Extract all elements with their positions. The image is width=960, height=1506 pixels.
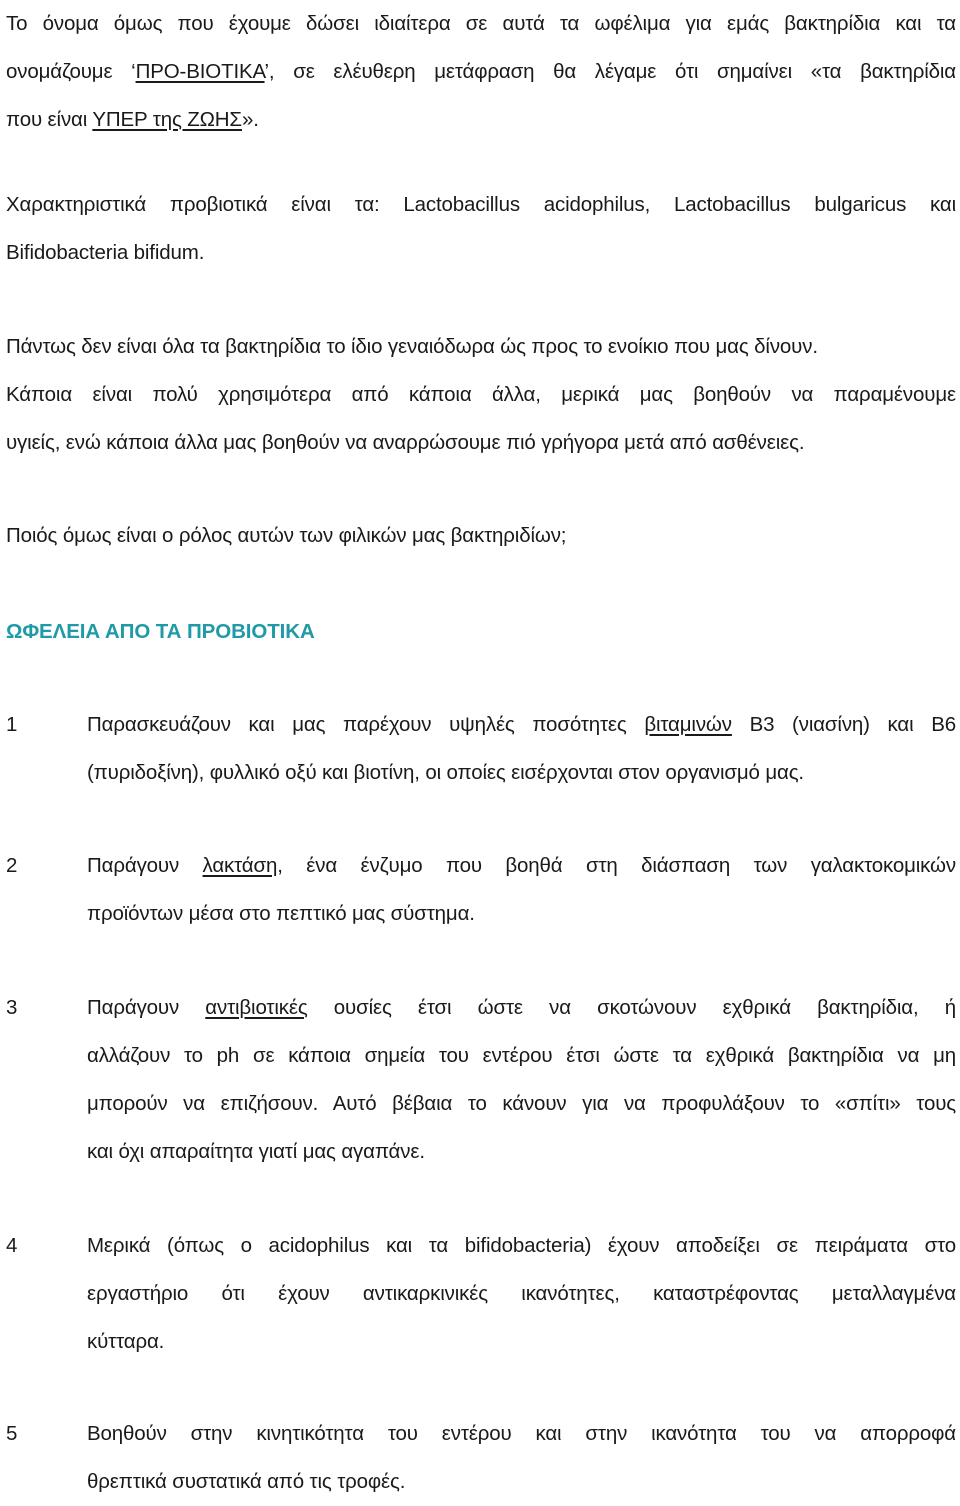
- link-vitamins[interactable]: βιταμινών: [644, 713, 732, 736]
- text-line: (πυριδοξίνη), φυλλικό οξύ και βιοτίνη, οι οποίες εισέρχονται στον οργανισμό μας.: [87, 761, 804, 784]
- list-item-text: [87, 1222, 956, 1366]
- text-line: και όχι απαραίτητα γιατί μας αγαπάνε.: [87, 1140, 425, 1163]
- text-segment: ονομάζουμε ‘: [6, 60, 136, 83]
- text-line: υγιείς, ενώ κάποια άλλα μας βοηθούν να αναρρώσουμε πιό γρήγορα μετά από ασθένειες.: [6, 431, 805, 454]
- link-pro-biotika[interactable]: ΠΡΟ-ΒΙΟΤΙΚΑ: [135, 60, 265, 83]
- list-item-number: 1: [6, 713, 18, 736]
- list-item-number: 5: [6, 1422, 18, 1445]
- text-line: Μερικά (όπως ο acidophilus και τα bifidobacteria) έχουν αποδείξει σε πειράματα στο: [87, 1234, 956, 1257]
- link-yper-tis-zois[interactable]: ΥΠΕΡ της ΖΩΗΣ: [92, 108, 242, 131]
- text-line: Χαρακτηριστικά προβιοτικά είναι τα: Lactobacillus acidophilus, Lactobacillus bulgaricus και: [6, 193, 956, 216]
- text-line: [87, 842, 956, 890]
- list-item-text: [87, 842, 956, 938]
- section-heading: ΩΦΕΛΕΙΑ ΑΠΟ ΤΑ ΠΡΟΒΙΟΤΙΚΑ: [6, 620, 315, 643]
- text-segment: ουσίες έτσι ώστε να σκοτώνουν εχθρικά βακτηρίδια, ή: [307, 996, 956, 1019]
- text-line: θρεπτικά συστατικά από τις τροφές.: [87, 1470, 406, 1493]
- text-segment: Παράγουν: [87, 854, 203, 877]
- text-line: εργαστήριο ότι έχουν αντικαρκινικές ικανότητες, καταστρέφοντας μεταλλαγμένα: [87, 1282, 956, 1305]
- text-line: [87, 984, 956, 1032]
- text-segment: ’, σε ελέυθερη μετάφραση θα λέγαμε ότι σημαίνει «τα βακτηρίδια: [264, 60, 956, 83]
- list-item-text: [87, 1410, 956, 1506]
- text-segment: ».: [241, 108, 259, 131]
- text-segment: Παρασκευάζουν και μας παρέχουν υψηλές ποσότητες: [87, 713, 645, 736]
- list-item-text: [87, 984, 956, 1176]
- link-lactase[interactable]: λακτάση: [202, 854, 278, 877]
- text-segment: που είναι: [6, 108, 93, 131]
- text-segment: B3 (νιασίνη) και B6: [731, 713, 956, 736]
- text-line: [87, 701, 956, 749]
- text-line: αλλάζουν το ph σε κάποια σημεία του εντέρου έτσι ώστε τα εχθρικά βακτηρίδια να μη: [87, 1044, 956, 1067]
- intro-paragraph-probiotics-name: [6, 0, 956, 144]
- intro-paragraph-characteristic-probiotics: [6, 181, 956, 277]
- list-item-number: 3: [6, 996, 18, 1019]
- text-line: [6, 48, 956, 96]
- text-segment: Παράγουν: [87, 996, 206, 1019]
- text-line: Κάποια είναι πολύ χρησιμότερα από κάποια άλλα, μερικά μας βοηθούν να παραμένουμε: [6, 383, 956, 406]
- text-line: μπορούν να επιζήσουν. Αυτό βέβαια το κάνουν για να προφυλάξουν το «σπίτι» τους: [87, 1092, 956, 1115]
- text-line: [6, 96, 956, 144]
- list-item-text: [87, 701, 956, 797]
- text-segment: , ένα ένζυμο που βοηθά στη διάσπαση των γαλακτοκομικών: [277, 854, 956, 877]
- text-line: προϊόντων μέσα στο πεπτικό μας σύστημα.: [87, 902, 475, 925]
- text-line: Βοηθούν στην κινητικότητα του εντέρου και στην ικανότητα του να απορροφά: [87, 1422, 956, 1445]
- list-item-number: 2: [6, 854, 18, 877]
- text-line: Το όνομα όμως που έχουμε δώσει ιδιαίτερα σε αυτά τα ωφέλιμα για εμάς βακτηρίδια και τα: [6, 12, 956, 35]
- text-line: Πάντως δεν είναι όλα τα βακτηρίδια το ίδιο γεναιόδωρα ώς προς το ενοίκιο που μας δίνουν.: [6, 335, 818, 358]
- link-antibiotics[interactable]: αντιβιοτικές: [205, 996, 308, 1019]
- intro-paragraph-bacteria-differences: [6, 323, 956, 467]
- text-line: Bifidobacteria bifidum.: [6, 241, 205, 264]
- text-line: κύτταρα.: [87, 1330, 165, 1353]
- text-line: Ποιός όμως είναι ο ρόλος αυτών των φιλικών μας βακτηριδίων;: [6, 524, 567, 547]
- list-item-number: 4: [6, 1234, 18, 1257]
- intro-question: [6, 512, 956, 560]
